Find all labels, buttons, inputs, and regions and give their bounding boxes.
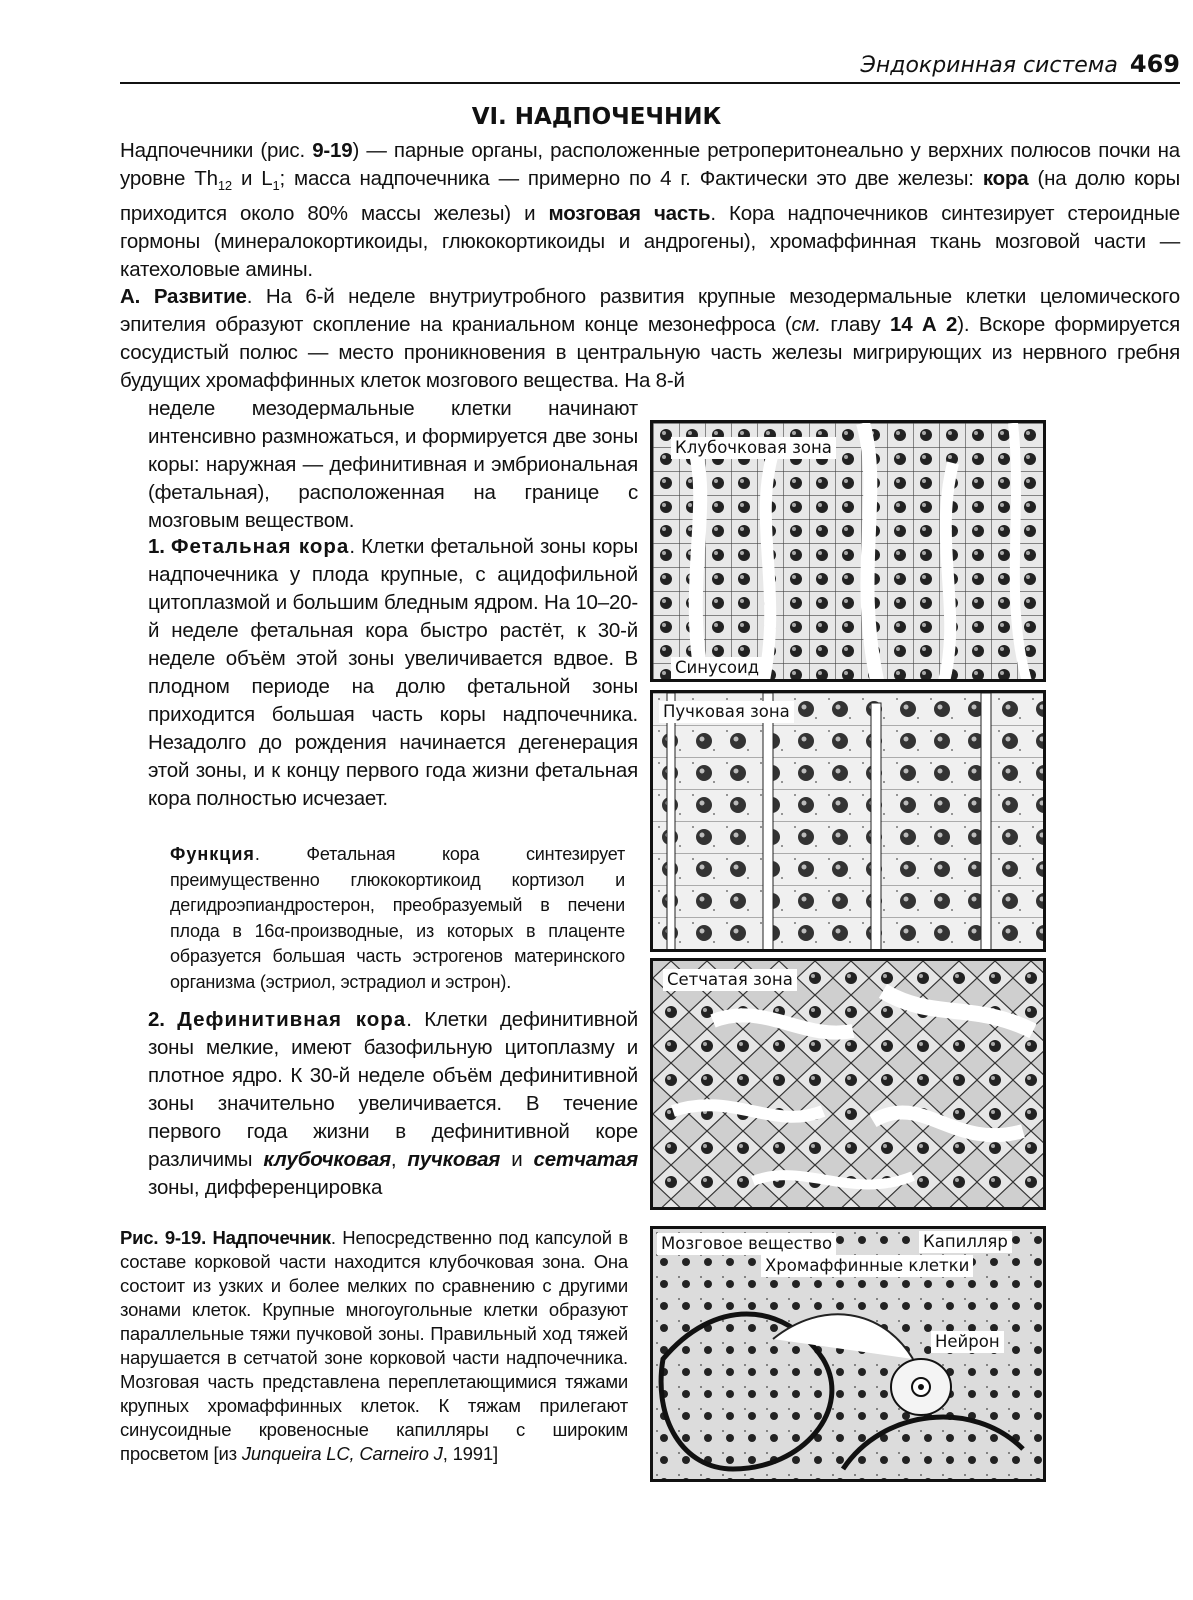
fetal-cortex-paragraph: 1. Фетальная кора. Клетки фетальной зоны коры надпочечника у плода крупные, с ацидофильной цитоплазмой и большим бледным ядром. На 10–20-й неделе фетальная кора быстро растёт, к 30-й неделе объём этой зоны увеличивается вдвое. В плодном периоде на долю фетальной зоны приходится большая часть коры надпочечника. Незадолго до рождения начинается дегенерация этой зоны, и к концу первого года жизни фетальная кора полностью исчезает.: [148, 535, 638, 810]
adrenal-histology-figure: [650, 420, 1048, 1482]
running-header: [120, 48, 1180, 84]
caption-label: Рис. 9-19. Надпочечник: [120, 1227, 331, 1248]
term-medulla: мозговая часть: [548, 202, 711, 226]
label-medulla: Мозговое вещество: [657, 1233, 836, 1255]
intro-paragraph: Надпочечники (рис. 9-19) — парные органы, расположенные ретроперитонеально у верхних полюсов почки на уровне $Th_{12}$ и $L_1$; масса надпочечника — примерно по 4 г. Фактически это две железы: кора (на долю коры приходится около 80% массы железы) и мозговая часть. Кора надпочечников синтезирует стероидные гормоны (минералокортикоиды, глюкокортикоиды и андрогены), хромаффинная ткань мозговой части — катехоловые амины.: [120, 139, 1181, 282]
section-title: VI. НАДПОЧЕЧНИК: [471, 104, 722, 130]
label-capillary: Капилляр: [919, 1231, 1012, 1253]
definitive-cortex-paragraph: 2. Дефинитивная кора. Клетки дефинитивной зоны мелкие, имеют базофильную цитоплазму и плотное ядро. К 30-й неделе объём дефинитивной зоны значительно увеличивается. В течение первого года жизни в дефинитивной коре различимы клубочковая, пучковая и сетчатая зоны, дифференцировка: [148, 1008, 638, 1199]
label-sinusoid: Синусоид: [671, 657, 763, 679]
definitive-cortex-heading: Дефинитивная кора: [177, 1008, 407, 1031]
label-chromaffin-cells: Хромаффинные клетки: [761, 1255, 973, 1277]
function-heading: Функция: [170, 844, 255, 864]
label-glomerular-zone: Клубочковая зона: [671, 437, 836, 459]
term-kora: кора: [982, 167, 1029, 190]
running-title: Эндокринная система: [860, 53, 1118, 78]
development-heading: Развитие: [153, 285, 247, 308]
panel-glomerular-zone: [650, 420, 1046, 682]
label-fascicular-zone: Пучковая зона: [659, 701, 794, 723]
panel-fascicular-zone: [650, 690, 1046, 952]
label-reticular-zone: Сетчатая зона: [663, 969, 797, 991]
function-paragraph: Функция. Фетальная кора синтезирует преимущественно глюкокортикоид кортизол и дегидроэпиандростерон, преобразуемый в печени плода в 16α-производные, из которых в плаценте образуется большая часть эстрогенов материнского организма (эстриол, эстрадиол и эстрон).: [170, 844, 625, 992]
fetal-cortex-heading: Фетальная кора: [170, 535, 350, 558]
panel-medulla: [650, 1226, 1046, 1482]
reticular-zone-drawing: [653, 961, 1046, 1210]
fascicular-zone-drawing: [653, 693, 1046, 952]
page-number: 469: [1129, 50, 1180, 78]
development-paragraph: А. Развитие. На 6-й неделе внутриутробного развития крупные мезодермальные клетки целомического эпителия образуют скопление на краниальном конце мезонефроса (см. главу 14 А 2). Вскоре формируется сосудистый полюс — место проникновения в центральную часть железы мигрирующих из нервного гребня будущих хромаффинных клеток мозгового вещества. На 8-й: [120, 285, 1180, 392]
glomerular-zone-drawing: [653, 423, 1046, 682]
panel-reticular-zone: [650, 958, 1046, 1210]
label-neuron: Нейрон: [931, 1331, 1004, 1353]
figure-caption: Рис. 9-19. Надпочечник. Непосредственно под капсулой в составе корковой части находится клубочковая зона. Она состоит из узких и более мелких по сравнению с другими зонами клеток. Крупные многоугольные клетки образуют параллельные тяжи пучковой зоны. Правильный ход тяжей нарушается в сетчатой зоне корковой части надпочечника. Мозговая часть представлена переплетающимися тяжами крупных хромаффинных клеток. К тяжам прилегают синусоидные кровеносные капилляры с широким просветом [из Junqueira LC, Carneiro J, 1991]: [120, 1227, 629, 1464]
development-continued: неделе мезодермальные клетки начинают интенсивно размножаться, и формируется две зоны коры: наружная — дефинитивная и эмбриональная (фетальная), расположенная на границе с мозговым веществом.: [148, 397, 638, 532]
